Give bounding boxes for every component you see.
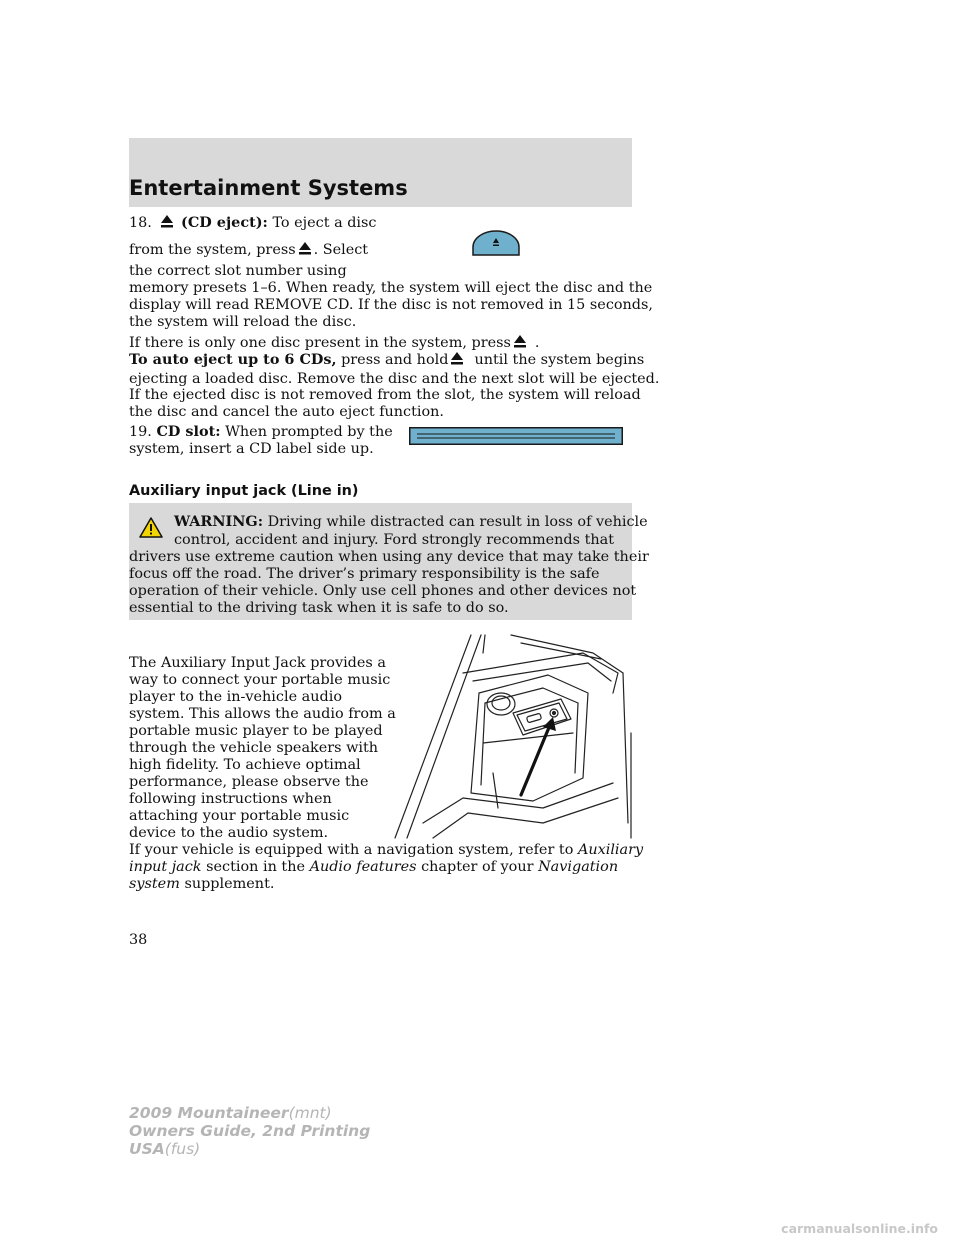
aux-jack-console-illustration bbox=[393, 633, 635, 843]
aux-nav-line-1: If your vehicle is equipped with a navigation system, refer to Auxiliary bbox=[129, 842, 644, 858]
aux-body-line: following instructions when bbox=[129, 791, 332, 807]
watermark: carmanualsonline.info bbox=[781, 1221, 938, 1236]
warning-line-4: focus off the road. The driver’s primary responsibility is the safe bbox=[129, 566, 600, 582]
eject-icon bbox=[160, 214, 174, 228]
warning-line-1: WARNING: Driving while distracted can result in loss of vehicle bbox=[174, 513, 648, 530]
section-title-aux: Auxiliary input jack (Line in) bbox=[129, 483, 359, 499]
cd-eject-line-4: memory presets 1–6. When ready, the system will eject the disc and the bbox=[129, 280, 653, 296]
cd-eject-line-2: from the system, press . Select bbox=[129, 242, 369, 258]
warning-line-3: drivers use extreme caution when using any device that may take their bbox=[129, 549, 649, 565]
aux-body-line: attaching your portable music bbox=[129, 808, 350, 824]
cd-eject-one-disc: If there is only one disc present in the system, press . bbox=[129, 335, 540, 351]
cd-eject-auto-line-4: the disc and cancel the auto eject function. bbox=[129, 404, 445, 420]
cd-eject-line-3: the correct slot number using bbox=[129, 263, 347, 279]
aux-body-line: The Auxiliary Input Jack provides a bbox=[129, 655, 386, 671]
cd-slot-illustration bbox=[409, 427, 623, 445]
aux-body-line: system. This allows the audio from a bbox=[129, 706, 396, 722]
footer-line-1: 2009 Mountaineer(mnt) bbox=[129, 1104, 332, 1122]
aux-body-line: portable music player to be played bbox=[129, 723, 383, 739]
cd-eject-auto-line-1: To auto eject up to 6 CDs, press and hold until the system begins bbox=[129, 351, 645, 368]
aux-body-line: player to the in-vehicle audio bbox=[129, 689, 342, 705]
aux-body-line: high fidelity. To achieve optimal bbox=[129, 757, 361, 773]
warning-line-2: control, accident and injury. Ford strongly recommends that bbox=[174, 532, 615, 548]
aux-nav-line-3: system supplement. bbox=[129, 876, 275, 892]
eject-button-illustration bbox=[471, 229, 521, 257]
cd-eject-auto-line-3: If the ejected disc is not removed from the slot, the system will reload bbox=[129, 387, 641, 403]
eject-icon bbox=[513, 334, 527, 348]
cd-slot-line-2: system, insert a CD label side up. bbox=[129, 441, 374, 457]
aux-body-line: performance, please observe the bbox=[129, 774, 369, 790]
eject-icon bbox=[450, 351, 464, 365]
page-title: Entertainment Systems bbox=[129, 176, 408, 200]
eject-icon bbox=[298, 241, 312, 255]
cd-slot-line-1: 19. CD slot: When prompted by the bbox=[129, 423, 393, 440]
aux-body-line: way to connect your portable music bbox=[129, 672, 391, 688]
warning-triangle-icon bbox=[139, 517, 163, 538]
footer-line-3: USA(fus) bbox=[129, 1140, 201, 1158]
cd-eject-line-5: display will read REMOVE CD. If the disc is not removed in 15 seconds, bbox=[129, 297, 653, 313]
aux-nav-line-2: input jack section in the Audio features chapter of your Navigation bbox=[129, 859, 619, 875]
warning-line-5: operation of their vehicle. Only use cell phones and other devices not bbox=[129, 583, 637, 599]
page-number: 38 bbox=[129, 932, 148, 948]
aux-body-line: device to the audio system. bbox=[129, 825, 329, 841]
footer-line-2: Owners Guide, 2nd Printing bbox=[129, 1122, 371, 1140]
aux-body-line: through the vehicle speakers with bbox=[129, 740, 379, 756]
cd-eject-auto-line-2: ejecting a loaded disc. Remove the disc and the next slot will be ejected. bbox=[129, 371, 660, 387]
cd-eject-line-1: 18. (CD eject): To eject a disc bbox=[129, 214, 377, 231]
warning-line-6: essential to the driving task when it is safe to do so. bbox=[129, 600, 509, 616]
cd-eject-line-6: the system will reload the disc. bbox=[129, 314, 357, 330]
